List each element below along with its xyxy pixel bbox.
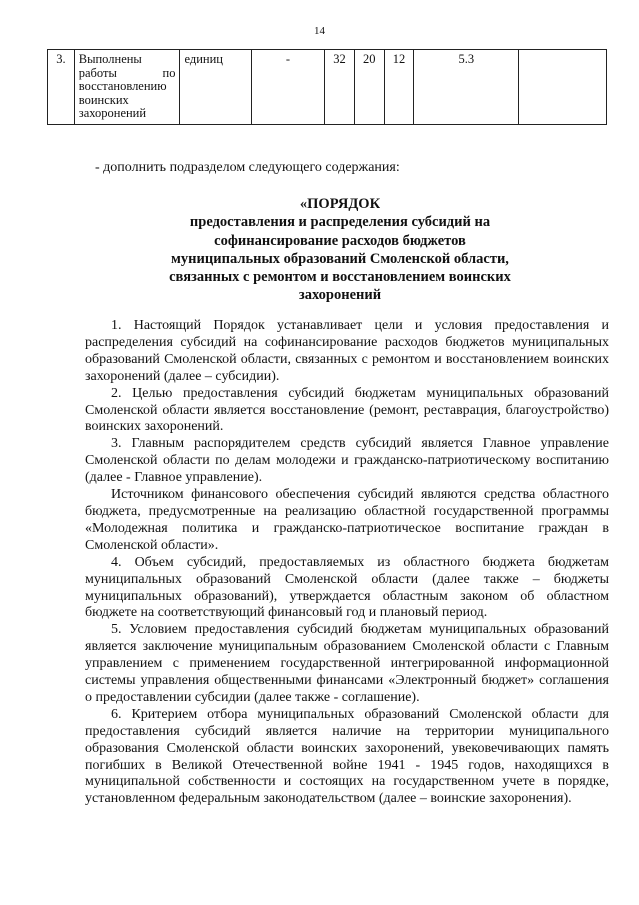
row-name-line: Выполнены xyxy=(78,52,142,66)
page-number: 14 xyxy=(314,25,325,37)
title-line: софинансирование расходов бюджетов xyxy=(214,232,466,249)
row-name-line: работы по xyxy=(78,65,176,80)
section-title xyxy=(100,195,580,305)
row-value-cell: 5.3 xyxy=(414,50,519,125)
title-line: «ПОРЯДОК xyxy=(299,196,381,212)
row-value-cell: 12 xyxy=(384,50,414,125)
row-name-cell xyxy=(74,50,180,125)
paragraph: 6. Критерием отбора муниципальных образований Смоленской области для предоставления субсидий является наличие на территории муниципального образования Смоленской области воинских захоронений, увековечивающих память погибших в Великой Отечественной войне 1941 - 1945 годов, находящихся в муниципальной собственности и состоящих на государственном учете в порядке, установленном федеральным законодательством (далее – воинские захоронения). xyxy=(85,706,609,807)
row-value-cell: - xyxy=(251,50,324,125)
document-body xyxy=(85,318,609,808)
paragraph: 1. Настоящий Порядок устанавливает цели и условия предоставления и распределения субсидий на софинансирование расходов бюджетов муниципальных образований Смоленской области, связанных с ремонтом и восстановлением воинских захоронений (далее – субсидии). xyxy=(85,318,609,384)
row-unit-cell: единиц xyxy=(180,50,251,125)
title-line: муниципальных образований Смоленской области, xyxy=(171,250,509,267)
title-line: предоставления и распределения субсидий на xyxy=(189,214,491,231)
paragraph: 4. Объем субсидий, предоставляемых из областного бюджета бюджетам муниципальных образований Смоленской области (далее также – бюджеты муниципальных образований), утверждается областным законом об областном бюджете на соответствующий финансовый год и плановый период. xyxy=(85,554,609,621)
title-line: захоронений xyxy=(298,287,382,304)
title-line: связанных с ремонтом и восстановлением воинских xyxy=(169,269,511,286)
paragraph: 3. Главным распорядителем средств субсидий является Главное управление Смоленской области по делам молодежи и гражданско-патриотическому воспитанию (далее - Главное управление). xyxy=(85,436,609,486)
row-name-line: захоронений xyxy=(78,106,147,120)
row-value-cell: 32 xyxy=(325,50,355,125)
row-name-line: воинских xyxy=(78,92,129,107)
row-value-cell: 20 xyxy=(354,50,384,125)
row-value-cell xyxy=(519,50,607,125)
paragraph: 2. Целью предоставления субсидий бюджетам муниципальных образований Смоленской области является восстановление (ремонт, реставрация, благоустройство) воинских захоронений. xyxy=(85,385,609,435)
intro-text: - дополнить подразделом следующего содержания: xyxy=(95,160,400,175)
paragraph: Источником финансового обеспечения субсидий являются средства областного бюджета, предусмотренные на реализацию областной государственной программы «Молодежная политика и гражданско-патриотическое воспитание граждан в Смоленской области». xyxy=(85,487,609,553)
table-row xyxy=(48,50,607,125)
paragraph: 5. Условием предоставления субсидий бюджетам муниципальных образований является заключение муниципальным образованием Смоленской области с Главным управлением с применением государственной интегрированной информационной системы управления общественными финансами «Электронный бюджет» соглашения о предоставлении субсидии (далее также - соглашение). xyxy=(85,622,609,705)
indicator-table xyxy=(47,49,607,125)
row-number-cell: 3. xyxy=(48,50,75,125)
row-name-line: восстановлению xyxy=(78,79,167,93)
